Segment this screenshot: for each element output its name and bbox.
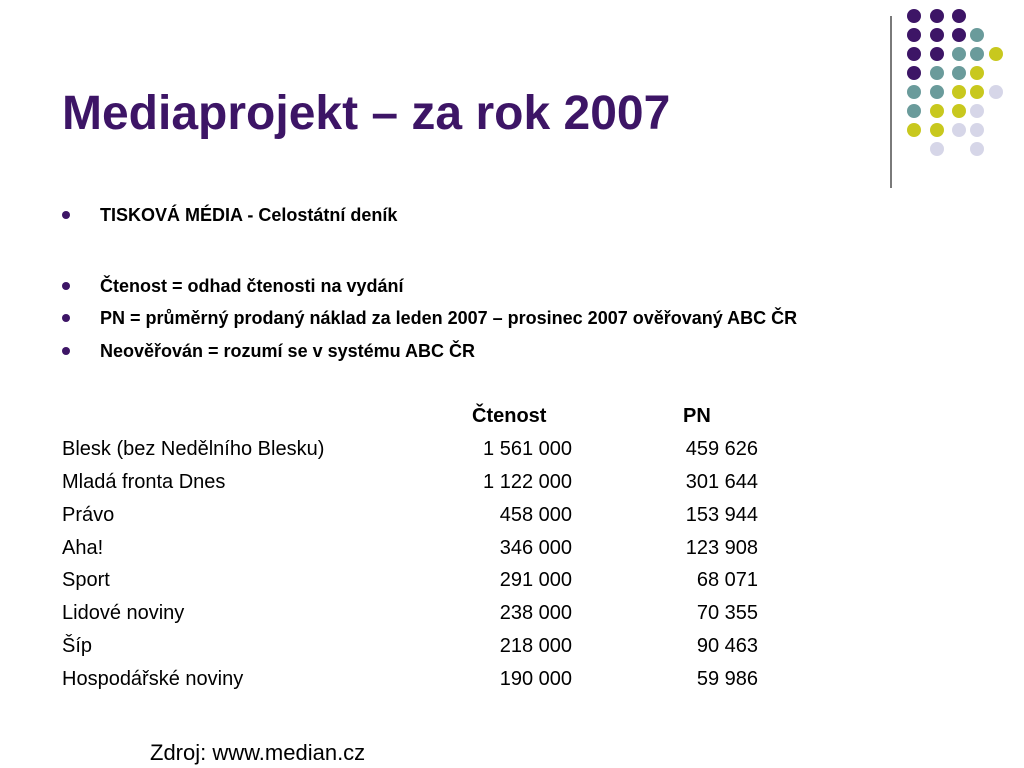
decorative-dot-yellow	[930, 104, 944, 118]
slide-title: Mediaprojekt – za rok 2007	[62, 87, 671, 140]
decorative-dot-purple	[952, 9, 966, 23]
table-row	[0, 536, 1024, 560]
table-row	[0, 667, 1024, 691]
row-pn: 123 908	[685, 537, 758, 559]
table-row	[0, 437, 1024, 461]
row-pn: 301 644	[685, 471, 758, 493]
row-name: Lidové noviny	[62, 602, 185, 624]
row-ctenost: 190 000	[499, 668, 572, 690]
table-row	[0, 634, 1024, 658]
bullet-text: Čtenost = odhad čtenosti na vydání	[100, 276, 404, 296]
column-header-ctenost: Čtenost	[472, 405, 547, 427]
source-note: Zdroj: www.median.cz	[150, 740, 366, 765]
decorative-dot-lavender	[970, 104, 984, 118]
bullet-dot-icon	[62, 314, 70, 322]
row-ctenost: 458 000	[499, 504, 572, 526]
decorative-dot-teal	[952, 66, 966, 80]
decorative-dot-purple	[930, 9, 944, 23]
decorative-dot-yellow	[952, 104, 966, 118]
decorative-dot-yellow	[970, 66, 984, 80]
row-pn: 90 463	[696, 635, 758, 657]
row-ctenost: 346 000	[499, 537, 572, 559]
bullet-text: PN = průměrný prodaný náklad za leden 2007 – prosinec 2007 ověřovaný ABC ČR	[100, 308, 798, 328]
row-name: Mladá fronta Dnes	[62, 471, 226, 493]
row-ctenost: 218 000	[499, 635, 572, 657]
decorative-dot-yellow	[907, 123, 921, 137]
row-ctenost: 1 122 000	[483, 471, 572, 493]
decorative-dot-teal	[970, 47, 984, 61]
row-ctenost: 1 561 000	[483, 438, 572, 460]
row-name: Aha!	[62, 537, 104, 559]
decorative-dot-teal	[907, 104, 921, 118]
decorative-dot-lavender	[952, 123, 966, 137]
table-row	[0, 568, 1024, 592]
row-ctenost: 291 000	[499, 569, 572, 591]
decorative-dot-teal	[970, 28, 984, 42]
row-pn: 459 626	[685, 438, 758, 460]
decorative-dot-purple	[907, 28, 921, 42]
bullet-text: Neověřován = rozumí se v systému ABC ČR	[100, 341, 475, 361]
decorative-dot-lavender	[989, 85, 1003, 99]
decorative-dot-teal	[930, 66, 944, 80]
row-pn: 70 355	[696, 602, 758, 624]
decorative-dot-yellow	[970, 85, 984, 99]
row-pn: 68 071	[696, 569, 758, 591]
decorative-dot-lavender	[930, 142, 944, 156]
decorative-dot-lavender	[970, 142, 984, 156]
table-row	[0, 470, 1024, 494]
table-row	[0, 503, 1024, 527]
decorative-dot-purple	[952, 28, 966, 42]
column-header-pn: PN	[683, 405, 711, 427]
row-name: Sport	[62, 569, 110, 591]
decorative-dot-yellow	[989, 47, 1003, 61]
row-pn: 59 986	[696, 668, 758, 690]
bullet-dot-icon	[62, 282, 70, 290]
row-ctenost: 238 000	[499, 602, 572, 624]
row-name: Blesk (bez Nedělního Blesku)	[62, 438, 325, 460]
bullet-dot-icon	[62, 347, 70, 355]
decorative-dot-purple	[930, 28, 944, 42]
decorative-dot-purple	[930, 47, 944, 61]
decorative-dot-teal	[952, 47, 966, 61]
decorative-dot-teal	[907, 85, 921, 99]
decorative-dot-yellow	[952, 85, 966, 99]
decorative-dot-teal	[930, 85, 944, 99]
row-name: Šíp	[62, 635, 93, 657]
decorative-dot-lavender	[970, 123, 984, 137]
decorative-divider-line	[890, 16, 892, 188]
row-name: Hospodářské noviny	[62, 668, 244, 690]
decorative-dot-purple	[907, 9, 921, 23]
decorative-dot-purple	[907, 47, 921, 61]
table-row	[0, 601, 1024, 625]
row-name: Právo	[62, 504, 115, 526]
table-header	[0, 404, 1024, 428]
bullet-dot-icon	[62, 211, 70, 219]
row-pn: 153 944	[685, 504, 758, 526]
decorative-dot-yellow	[930, 123, 944, 137]
decorative-dot-purple	[907, 66, 921, 80]
bullet-text: TISKOVÁ MÉDIA - Celostátní deník	[100, 205, 398, 225]
